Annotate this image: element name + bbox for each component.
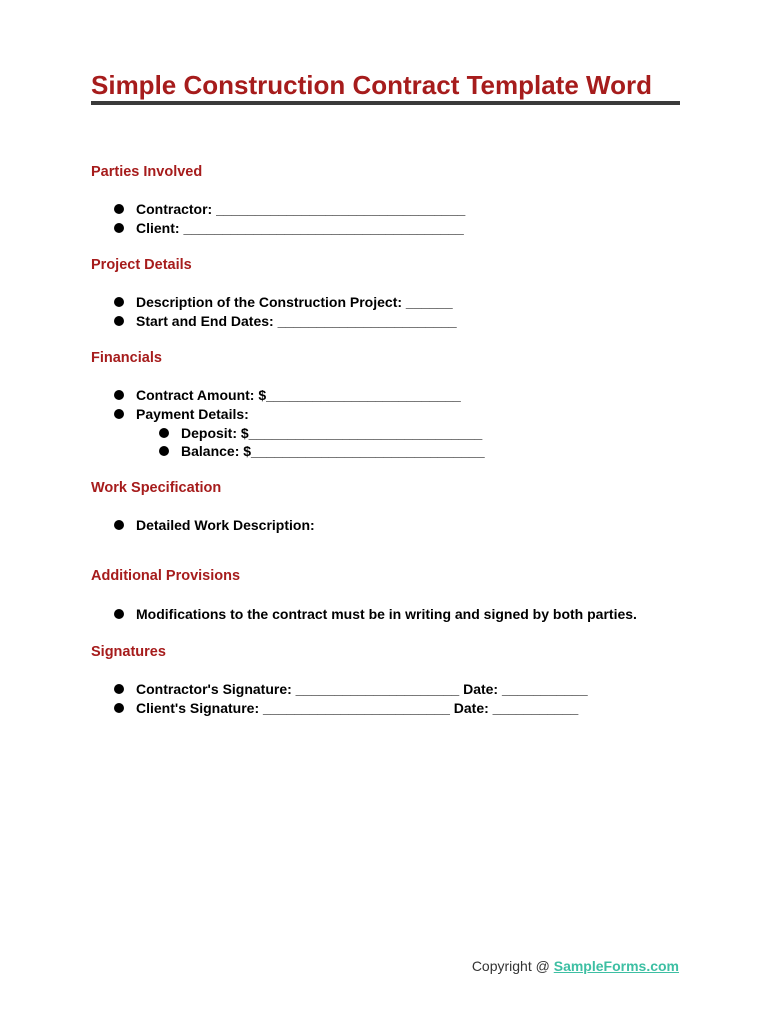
list-item-text: Contract Amount: $_________________________ — [136, 387, 461, 403]
bullet-icon — [114, 609, 124, 619]
list-item-payment-details — [114, 405, 249, 423]
section-heading-financials: Financials — [91, 350, 162, 366]
title-underline-rule — [91, 101, 680, 105]
bullet-icon — [114, 520, 124, 530]
list-item-text: Client's Signature: ________________________ Date: ___________ — [136, 700, 579, 716]
list-item-text: Client: ____________________________________ — [136, 220, 464, 236]
list-subitem-deposit — [159, 424, 482, 442]
bullet-icon — [114, 297, 124, 307]
bullet-icon — [159, 428, 169, 438]
list-item-dates — [114, 312, 457, 330]
list-item-work-description — [114, 516, 315, 534]
copyright-footer — [472, 958, 679, 974]
list-item-text: Description of the Construction Project: ______ — [136, 294, 453, 310]
brand-link[interactable]: SampleForms.com — [553, 958, 679, 974]
bullet-icon — [114, 223, 124, 233]
section-heading-provisions: Additional Provisions — [91, 568, 241, 584]
list-item-text: Contractor's Signature: _____________________ Date: ___________ — [136, 681, 588, 697]
section-heading-project: Project Details — [91, 257, 192, 273]
section-heading-work: Work Specification — [91, 480, 222, 496]
list-item-contractor-signature — [114, 680, 588, 698]
bullet-icon — [159, 446, 169, 456]
list-item-text: Contractor: ________________________________ — [136, 201, 466, 217]
list-item-contract-amount — [114, 386, 461, 404]
list-item-text: Deposit: $______________________________ — [181, 425, 483, 441]
bullet-icon — [114, 703, 124, 713]
bullet-icon — [114, 684, 124, 694]
list-item-text: Balance: $______________________________ — [181, 443, 485, 459]
list-item-client — [114, 219, 464, 237]
list-item-text: Payment Details: — [136, 406, 249, 422]
list-item-modifications — [114, 605, 637, 623]
list-item-contractor — [114, 200, 465, 218]
list-subitem-balance — [159, 442, 485, 460]
bullet-icon — [114, 390, 124, 400]
document-title: Simple Construction Contract Template Word — [91, 70, 652, 100]
copyright-prefix: Copyright @ — [471, 958, 554, 974]
section-heading-parties: Parties Involved — [91, 164, 203, 180]
list-item-description — [114, 293, 453, 311]
section-heading-signatures: Signatures — [91, 644, 166, 660]
list-item-text: Start and End Dates: _______________________ — [136, 313, 457, 329]
list-item-text: Modifications to the contract must be in writing and signed by both parties. — [136, 606, 637, 622]
bullet-icon — [114, 409, 124, 419]
list-item-text: Detailed Work Description: — [136, 517, 315, 533]
bullet-icon — [114, 316, 124, 326]
list-item-client-signature — [114, 699, 578, 717]
bullet-icon — [114, 204, 124, 214]
